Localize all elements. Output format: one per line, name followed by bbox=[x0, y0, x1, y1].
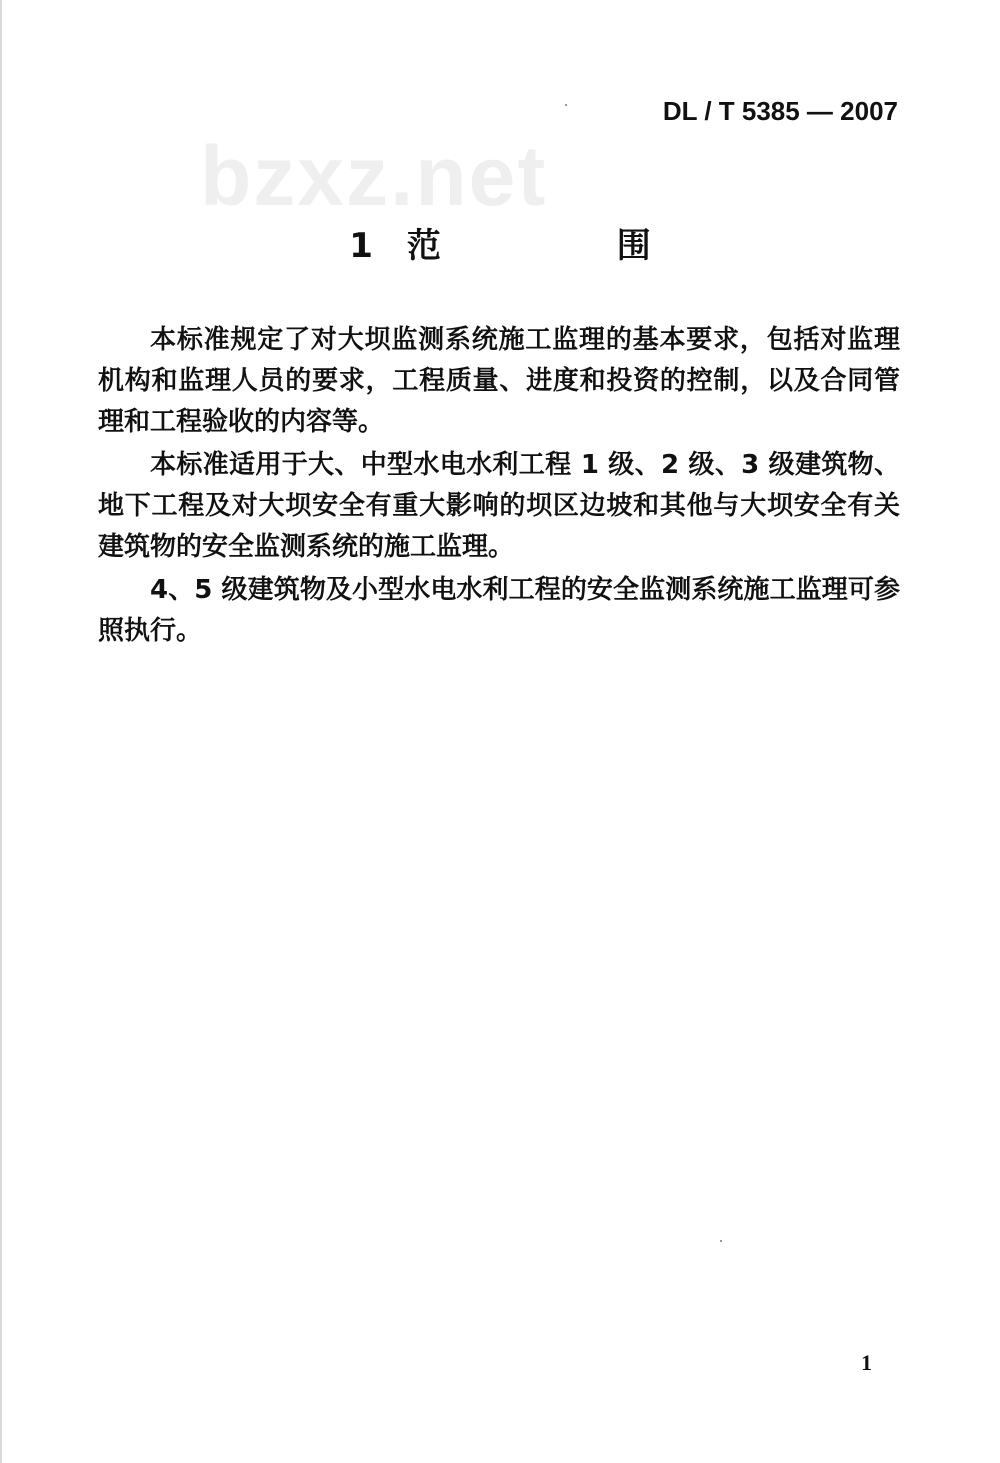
paragraph-reference: 4、5 级建筑物及小型水电水利工程的安全监测系统施工监理可参照执行。 bbox=[98, 575, 900, 646]
watermark-text: bzxz.net bbox=[200, 129, 548, 223]
section-number: 1 bbox=[349, 226, 373, 266]
standard-code-header: DL / T 5385 — 2007 bbox=[662, 96, 898, 126]
scan-speck bbox=[720, 1240, 722, 1242]
paragraph-scope: 本标准规定了对大坝监测系统施工监理的基本要求，包括对监理机构和监理人员的要求，工程质量、进度和投资的控制，以及合同管理和工程验收的内容等。 bbox=[98, 325, 900, 437]
body-text bbox=[98, 320, 900, 654]
section-title-text: 范 围 bbox=[406, 226, 733, 266]
paragraph-applicability: 本标准适用于大、中型水电水利工程 1 级、2 级、3 级建筑物、地下工程及对大坝安全有重大影响的坝区边坡和其他与大坝安全有关建筑物的安全监测系统的施工监理。 bbox=[98, 450, 900, 562]
scan-speck bbox=[565, 104, 567, 106]
section-heading bbox=[0, 218, 1000, 267]
page-number: 1 bbox=[861, 1350, 872, 1375]
